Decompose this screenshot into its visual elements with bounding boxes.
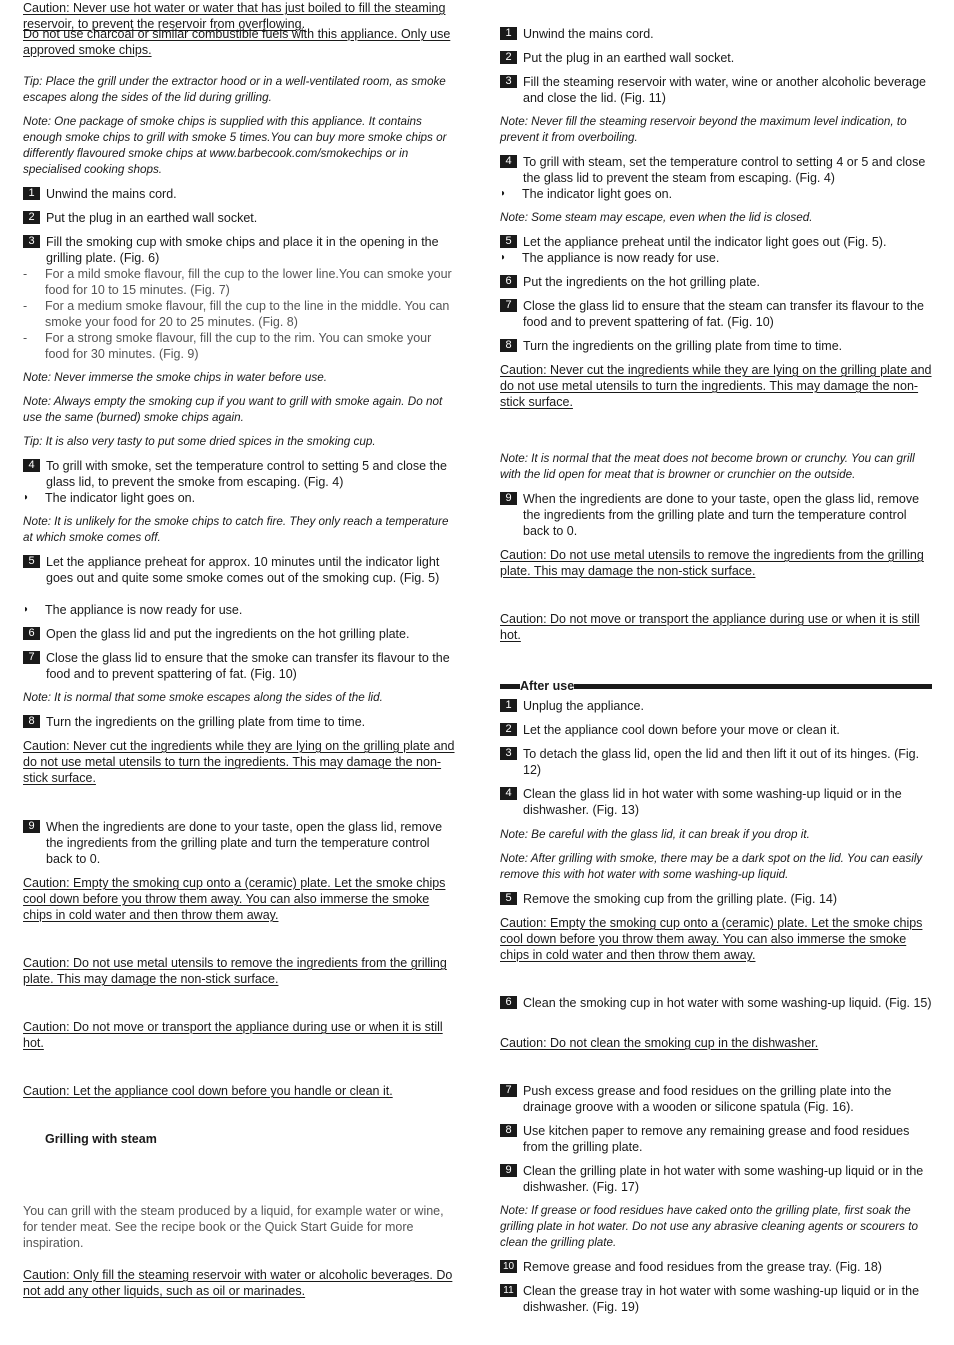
step-item bbox=[23, 714, 455, 730]
caution-text: Caution: Never cut the ingredients while they are lying on the grilling plate and do not use metal utensils to turn the ingredients. This may damage the non-stick surface. bbox=[23, 739, 455, 785]
note-text: Note: It is unlikely for the smoke chips to catch fire. They only reach a temperature at which smoke comes off. bbox=[23, 515, 449, 544]
caution-block bbox=[23, 738, 455, 786]
step-text: Clean the grilling plate in hot water with some washing-up liquid or in the dishwasher. (Fig. 17) bbox=[523, 1164, 924, 1194]
caution-text: Caution: Empty the smoking cup onto a (ceramic) plate. Let the smoke chips cool down before you throw them away. You can also immerse the smoke chips in cold water and then throw them away. bbox=[23, 876, 446, 922]
note-text: Note: It is normal that some smoke escapes along the sides of the lid. bbox=[23, 691, 383, 704]
step-text: Clean the glass lid in hot water with some washing-up liquid or in the dishwasher. (Fig. 13) bbox=[523, 787, 902, 817]
step-item bbox=[500, 234, 932, 250]
step-text: Let the appliance preheat for approx. 10 minutes until the indicator light goes out and quite some smoke comes out of the smoking cup. (Fig. 5) bbox=[46, 555, 440, 585]
result-item bbox=[500, 186, 932, 202]
step-item bbox=[500, 154, 932, 186]
step-text: Put the plug in an earthed wall socket. bbox=[523, 51, 735, 65]
step-text: Put the ingredients on the hot grilling plate. bbox=[523, 275, 760, 289]
step-text: Let the appliance preheat until the indicator light goes out (Fig. 5). bbox=[523, 235, 887, 249]
step-text: When the ingredients are done to your taste, open the glass lid, remove the ingredients from the grilling plate and turn the temperature control back to 0. bbox=[523, 492, 920, 538]
note-text: Tip: Place the grill under the extractor hood or in a well-ventilated room, as smoke escapes along the sides of the lid during grilling. bbox=[23, 75, 446, 104]
step-number: 11 bbox=[500, 1284, 517, 1297]
step-item bbox=[500, 746, 932, 778]
note-text: Note: One package of smoke chips is supplied with this appliance. It contains enough smoke chips to grill with smoke 5 times.You can buy more smoke chips or differently flavoured smoke chips at www.barbecook.com/smokechips or in specialised cooking shops. bbox=[23, 115, 447, 176]
caution-text: Caution: Do not move or transport the appliance during use or when it is still hot. bbox=[500, 612, 920, 642]
step-text: To detach the glass lid, open the lid and then lift it out of its hinges. (Fig. 12) bbox=[523, 747, 920, 777]
triangle-bullet-icon: ◗ bbox=[500, 252, 507, 263]
step-number: 7 bbox=[500, 299, 517, 312]
step-text: Remove grease and food residues from the grease tray. (Fig. 18) bbox=[523, 1260, 882, 1274]
step-text: Turn the ingredients on the grilling plate from time to time. bbox=[523, 339, 843, 353]
step-text: Clean the grease tray in hot water with some washing-up liquid or in the dishwasher. (Fig. 19) bbox=[523, 1284, 920, 1314]
step-item bbox=[23, 819, 455, 867]
caution-block bbox=[23, 0, 455, 32]
step-text: Close the glass lid to ensure that the steam can transfer its flavour to the food and to prevent spattering of fat. (Fig. 10) bbox=[523, 299, 924, 329]
step-item bbox=[23, 210, 455, 226]
caution-text: Caution: Empty the smoking cup onto a (ceramic) plate. Let the smoke chips cool down before you throw them away. You can also immerse the smoke chips in cold water and then throw them away. bbox=[500, 916, 923, 962]
step-number: 9 bbox=[23, 820, 40, 833]
caution-text: Caution: Let the appliance cool down before you handle or clean it. bbox=[23, 1084, 393, 1098]
result-text: The appliance is now ready for use. bbox=[45, 603, 243, 617]
step-number: 3 bbox=[500, 747, 517, 760]
caution-block bbox=[500, 611, 932, 643]
step-text: Push excess grease and food residues on the grilling plate into the drainage groove with a wooden or silicone spatula (Fig. 16). bbox=[523, 1084, 892, 1114]
step-number: 4 bbox=[500, 155, 517, 168]
paragraph-text: You can grill with the steam produced by a liquid, for example water or wine, for tender meat. See the recipe book or the Quick Start Guide for more inspiration. bbox=[23, 1204, 444, 1250]
caution-block bbox=[23, 1267, 455, 1299]
caution-block bbox=[500, 1035, 932, 1051]
result-item bbox=[23, 602, 455, 618]
caution-text: Caution: Do not use metal utensils to remove the ingredients from the grilling plate. This may damage the non-stick surface. bbox=[23, 956, 447, 986]
step-item bbox=[500, 1083, 932, 1115]
caution-block bbox=[23, 1019, 455, 1051]
step-text: To grill with smoke, set the temperature control to setting 5 and close the glass lid, to prevent the smoke from escaping. (Fig. 4) bbox=[46, 459, 447, 489]
step-number: 2 bbox=[500, 51, 517, 64]
sub-bullet-text: For a mild smoke flavour, fill the cup to the lower line.You can smoke your food for 10 to 15 minutes. (Fig. 7) bbox=[45, 267, 452, 297]
sub-bullet-item bbox=[23, 330, 455, 362]
caution-text: Caution: Only fill the steaming reservoir with water or alcoholic beverages. Do not add any other liquids, such as oil or marinades. bbox=[23, 1268, 453, 1298]
result-item bbox=[23, 490, 455, 506]
step-number: 6 bbox=[500, 275, 517, 288]
step-item bbox=[500, 1123, 932, 1155]
step-number: 7 bbox=[500, 1084, 517, 1097]
caution-block bbox=[23, 1083, 455, 1099]
triangle-bullet-icon: ◗ bbox=[23, 492, 30, 503]
step-item bbox=[500, 891, 932, 907]
step-item bbox=[500, 491, 932, 539]
step-number: 3 bbox=[23, 235, 40, 248]
step-text: Unwind the mains cord. bbox=[523, 27, 654, 41]
step-item bbox=[500, 786, 932, 818]
result-text: The indicator light goes on. bbox=[522, 187, 673, 201]
section-header-after-use bbox=[500, 678, 932, 694]
step-number: 5 bbox=[500, 235, 517, 248]
caution-block bbox=[500, 547, 932, 579]
note-text: Note: If grease or food residues have caked onto the grilling plate, first soak the grilling plate in hot water. Do not use any abrasive cleaning agents or scourers to clean the grilling plate. bbox=[500, 1204, 918, 1249]
note-text: Note: Some steam may escape, even when the lid is closed. bbox=[500, 211, 813, 224]
step-number: 1 bbox=[23, 187, 40, 200]
step-text: Clean the smoking cup in hot water with some washing-up liquid. (Fig. 15) bbox=[523, 996, 932, 1010]
step-number: 5 bbox=[23, 555, 40, 568]
caution-text: Caution: Never use hot water or water that has just boiled to fill the steaming reservoir, to prevent the reservoir from overflowing. bbox=[23, 1, 446, 31]
step-number: 6 bbox=[500, 996, 517, 1009]
step-number: 9 bbox=[500, 492, 517, 505]
caution-block bbox=[500, 362, 932, 410]
step-number: 3 bbox=[500, 75, 517, 88]
sub-bullet-text: For a strong smoke flavour, fill the cup to the rim. You can smoke your food for 30 minutes. (Fig. 9) bbox=[45, 331, 432, 361]
step-item bbox=[23, 626, 455, 642]
step-item bbox=[500, 698, 932, 714]
step-item bbox=[500, 995, 932, 1011]
step-number: 4 bbox=[23, 459, 40, 472]
step-number: 2 bbox=[500, 723, 517, 736]
result-item bbox=[500, 250, 932, 266]
step-number: 8 bbox=[500, 339, 517, 352]
sub-bullet-item bbox=[23, 266, 455, 298]
step-text: Close the glass lid to ensure that the smoke can transfer its flavour to the food and to prevent spattering of fat. (Fig. 10) bbox=[46, 651, 450, 681]
result-text: The appliance is now ready for use. bbox=[522, 251, 720, 265]
caution-text: Caution: Never cut the ingredients while they are lying on the grilling plate and do not use metal utensils to turn the ingredients. This may damage the non-stick surface. bbox=[500, 363, 932, 409]
step-text: Fill the smoking cup with smoke chips and place it in the opening in the grilling plate. (Fig. 6) bbox=[46, 235, 439, 265]
step-number: 4 bbox=[500, 787, 517, 800]
step-item bbox=[23, 650, 455, 682]
step-text: Fill the steaming reservoir with water, wine or another alcoholic beverage and close the lid. (Fig. 11) bbox=[523, 75, 926, 105]
note-text: Note: It is normal that the meat does not become brown or crunchy. You can grill with the lid open for meat that is browner or crunchier on the outside. bbox=[500, 452, 915, 481]
step-text: Remove the smoking cup from the grilling plate. (Fig. 14) bbox=[523, 892, 838, 906]
step-number: 9 bbox=[500, 1164, 517, 1177]
caution-text: Caution: Do not move or transport the appliance during use or when it is still hot. bbox=[23, 1020, 443, 1050]
step-text: To grill with steam, set the temperature control to setting 4 or 5 and close the glass lid to prevent the steam from escaping. (Fig. 4) bbox=[523, 155, 926, 185]
note-text: Note: Never fill the steaming reservoir beyond the maximum level indication, to prevent it from overboiling. bbox=[500, 115, 907, 144]
step-item bbox=[500, 1163, 932, 1195]
step-item bbox=[500, 298, 932, 330]
step-item bbox=[23, 458, 455, 490]
dash-bullet: - bbox=[23, 267, 28, 281]
step-item bbox=[500, 74, 932, 106]
step-number: 8 bbox=[23, 715, 40, 728]
section-title: After use bbox=[520, 679, 575, 693]
step-text: Unwind the mains cord. bbox=[46, 187, 177, 201]
note-text: Note: Never immerse the smoke chips in water before use. bbox=[23, 371, 328, 384]
section-rule-left bbox=[500, 684, 520, 689]
caution-block bbox=[500, 915, 932, 963]
note-text: Note: After grilling with smoke, there may be a dark spot on the lid. You can easily remove this with hot water with some washing-up liquid. bbox=[500, 852, 923, 881]
step-text: Unplug the appliance. bbox=[523, 699, 644, 713]
note-text: Note: Always empty the smoking cup if you want to grill with smoke again. Do not use the same (burned) smoke chips again. bbox=[23, 395, 443, 424]
step-number: 5 bbox=[500, 892, 517, 905]
caution-block bbox=[23, 955, 455, 987]
step-item bbox=[23, 234, 455, 266]
step-item bbox=[23, 554, 455, 586]
step-number: 6 bbox=[23, 627, 40, 640]
step-text: Open the glass lid and put the ingredients on the hot grilling plate. bbox=[46, 627, 410, 641]
triangle-bullet-icon: ◗ bbox=[23, 604, 30, 615]
step-number: 1 bbox=[500, 699, 517, 712]
caution-text: Caution: Do not clean the smoking cup in the dishwasher. bbox=[500, 1036, 819, 1050]
dash-bullet: - bbox=[23, 331, 28, 345]
caution-text: Do not use charcoal or similar combustible fuels with this appliance. Only use approved smoke chips. bbox=[23, 27, 451, 57]
step-item bbox=[23, 186, 455, 202]
note-text: Note: Be careful with the glass lid, it can break if you drop it. bbox=[500, 828, 810, 841]
step-number: 2 bbox=[23, 211, 40, 224]
caution-block bbox=[23, 875, 455, 923]
step-item bbox=[500, 274, 932, 290]
dash-bullet: - bbox=[23, 299, 28, 313]
result-text: The indicator light goes on. bbox=[45, 491, 196, 505]
step-item bbox=[500, 338, 932, 354]
step-number: 8 bbox=[500, 1124, 517, 1137]
step-number: 7 bbox=[23, 651, 40, 664]
step-text: Use kitchen paper to remove any remaining grease and food residues from the grilling plate. bbox=[523, 1124, 910, 1154]
step-text: Let the appliance cool down before your move or clean it. bbox=[523, 723, 840, 737]
step-text: Turn the ingredients on the grilling plate from time to time. bbox=[46, 715, 366, 729]
sub-bullet-item bbox=[23, 298, 455, 330]
step-item bbox=[500, 26, 932, 42]
note-text: Tip: It is also very tasty to put some dried spices in the smoking cup. bbox=[23, 435, 376, 448]
step-item bbox=[500, 1283, 932, 1315]
step-item bbox=[500, 50, 932, 66]
step-text: Put the plug in an earthed wall socket. bbox=[46, 211, 258, 225]
triangle-bullet-icon: ◗ bbox=[500, 188, 507, 199]
step-item bbox=[500, 1259, 932, 1275]
section-rule-right bbox=[574, 684, 932, 689]
step-item bbox=[500, 722, 932, 738]
caution-text: Caution: Do not use metal utensils to remove the ingredients from the grilling plate. This may damage the non-stick surface. bbox=[500, 548, 924, 578]
step-number: 10 bbox=[500, 1260, 517, 1273]
step-text: When the ingredients are done to your taste, open the glass lid, remove the ingredients from the grilling plate and turn the temperature control back to 0. bbox=[46, 820, 443, 866]
section-heading: Grilling with steam bbox=[45, 1132, 157, 1146]
step-number: 1 bbox=[500, 27, 517, 40]
sub-bullet-text: For a medium smoke flavour, fill the cup to the line in the middle. You can smoke your food for 20 to 25 minutes. (Fig. 8) bbox=[45, 299, 450, 329]
